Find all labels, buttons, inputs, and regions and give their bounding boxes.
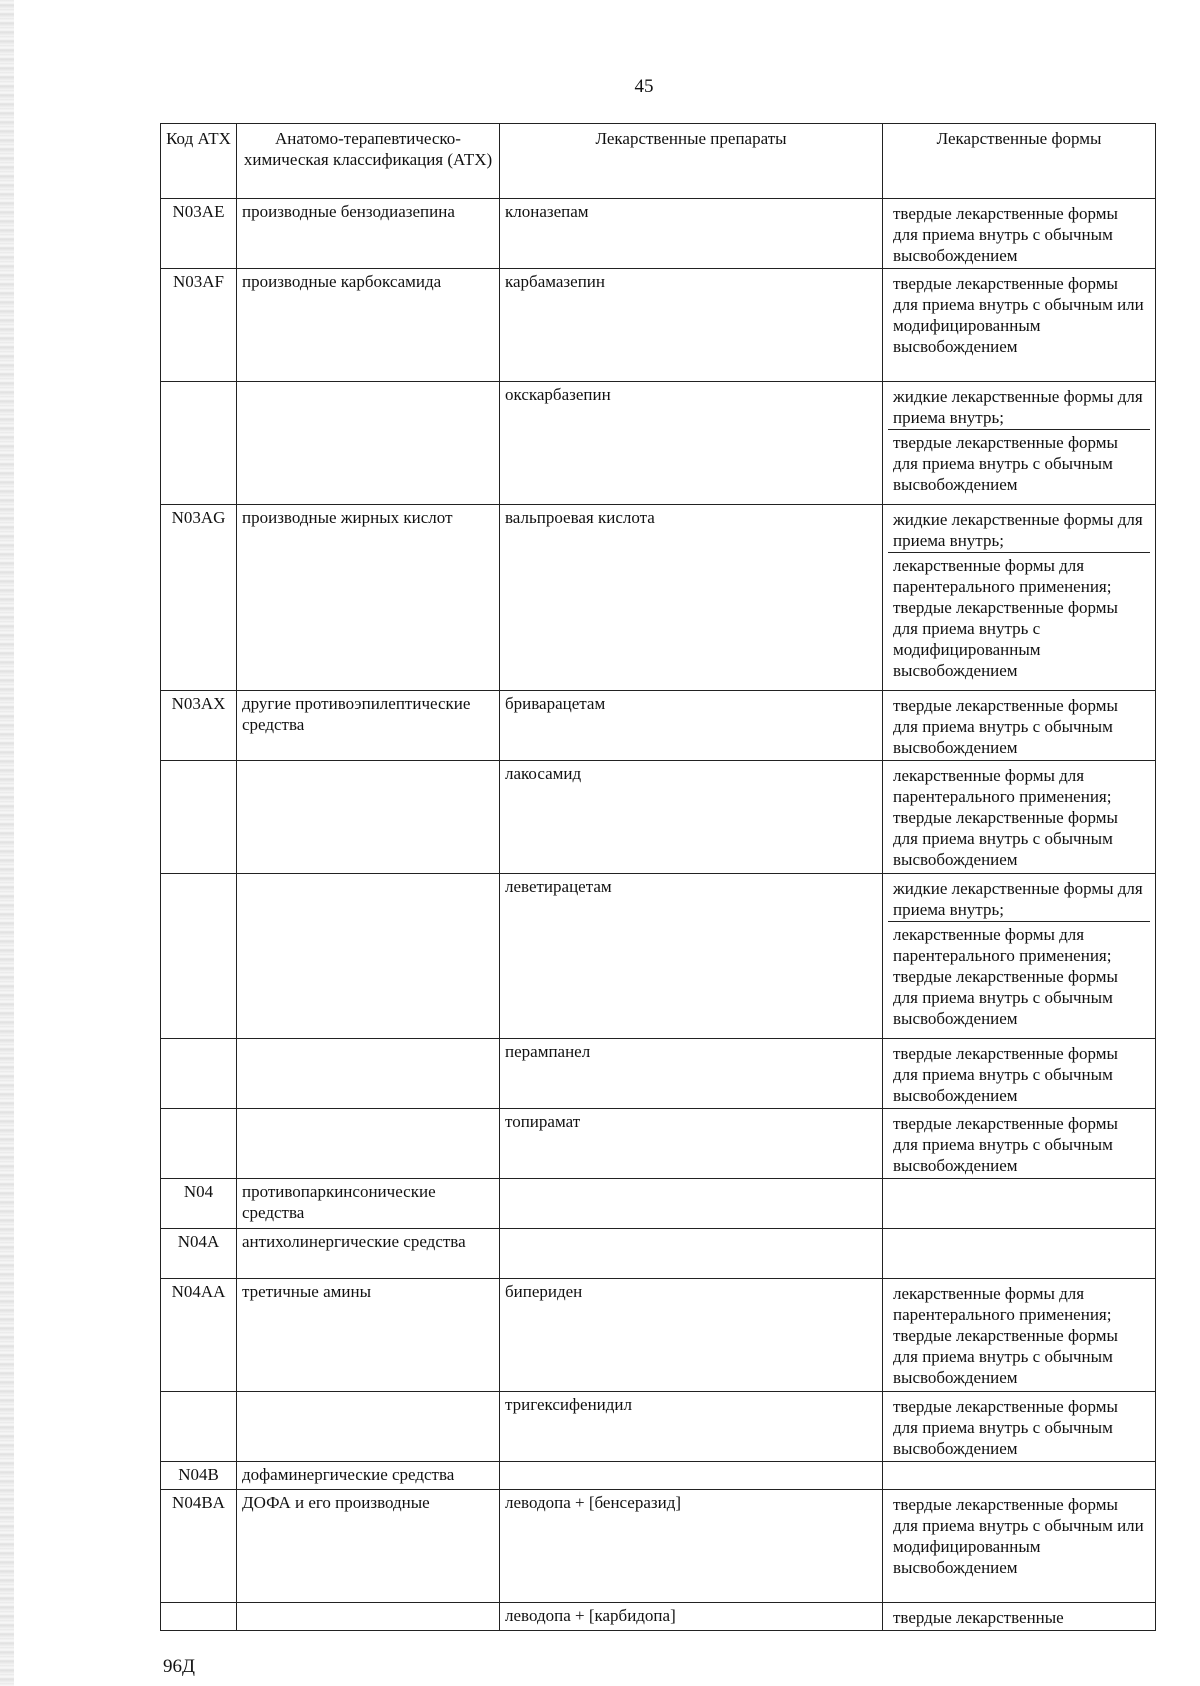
cell-drug: лакосамид bbox=[500, 761, 883, 874]
table-row bbox=[161, 1279, 1156, 1392]
cell-classification: производные бензодиазепина bbox=[237, 199, 500, 269]
cell-code bbox=[161, 1109, 237, 1179]
cell-classification: производные карбоксамида bbox=[237, 269, 500, 382]
form-item: твердые лекарственные формы для приема внутрь с обычным высвобождением bbox=[893, 1044, 1118, 1105]
header-row bbox=[161, 124, 1156, 199]
cell-forms bbox=[883, 1279, 1156, 1392]
table-row bbox=[161, 691, 1156, 761]
cell-forms bbox=[883, 1179, 1156, 1229]
cell-classification: третичные амины bbox=[237, 1279, 500, 1392]
cell-drug bbox=[500, 1229, 883, 1279]
cell-drug bbox=[500, 1179, 883, 1229]
cell-code: N03AF bbox=[161, 269, 237, 382]
table-row bbox=[161, 874, 1156, 1039]
page-number: 45 bbox=[634, 76, 654, 97]
cell-forms bbox=[883, 1603, 1156, 1631]
scan-edge bbox=[0, 0, 14, 1686]
cell-code: N04AA bbox=[161, 1279, 237, 1392]
form-item: твердые лекарственные формы для приема внутрь с обычным высвобождением bbox=[893, 1114, 1118, 1175]
cell-forms bbox=[883, 269, 1156, 382]
cell-drug: леводопа + [бенсеразид] bbox=[500, 1490, 883, 1603]
table-row bbox=[161, 269, 1156, 382]
form-item: лекарственные формы для парентерального применения; твердые лекарственные формы для приема внутрь с обычным высвобождением bbox=[893, 766, 1118, 869]
cell-code: N04B bbox=[161, 1462, 237, 1490]
form-item: твердые лекарственные формы для приема внутрь с обычным или модифицированным высвобождением bbox=[893, 1495, 1144, 1577]
cell-drug bbox=[500, 1462, 883, 1490]
cell-code bbox=[161, 1603, 237, 1631]
form-item: твердые лекарственные формы для приема внутрь с обычным высвобождением bbox=[893, 204, 1118, 265]
table-header bbox=[161, 124, 1156, 199]
cell-drug: окскарбазепин bbox=[500, 382, 883, 505]
cell-classification: противопаркинсонические средства bbox=[237, 1179, 500, 1229]
form-item: лекарственные формы для парентерального применения; твердые лекарственные формы для приема внутрь с модифицированным высвобождением bbox=[888, 552, 1150, 682]
header-code: Код АТХ bbox=[161, 124, 237, 199]
header-classification: Анатомо-терапевтическо-химическая классификация (АТХ) bbox=[237, 124, 500, 199]
cell-classification bbox=[237, 1109, 500, 1179]
table-row bbox=[161, 1603, 1156, 1631]
cell-code bbox=[161, 874, 237, 1039]
cell-drug: топирамат bbox=[500, 1109, 883, 1179]
form-item: жидкие лекарственные формы для приема внутрь; bbox=[893, 879, 1143, 919]
cell-drug: бипериден bbox=[500, 1279, 883, 1392]
cell-drug: леводопа + [карбидопа] bbox=[500, 1603, 883, 1631]
cell-drug: перампанел bbox=[500, 1039, 883, 1109]
cell-classification: производные жирных кислот bbox=[237, 505, 500, 691]
table-row bbox=[161, 761, 1156, 874]
form-item: твердые лекарственные формы для приема внутрь с обычным или модифицированным высвобождением bbox=[893, 274, 1144, 356]
cell-classification: другие противоэпилептические средства bbox=[237, 691, 500, 761]
cell-forms bbox=[883, 382, 1156, 505]
table-row bbox=[161, 1392, 1156, 1462]
form-item: лекарственные формы для парентерального применения; твердые лекарственные формы для приема внутрь с обычным высвобождением bbox=[888, 921, 1150, 1030]
cell-classification bbox=[237, 382, 500, 505]
table-row bbox=[161, 199, 1156, 269]
cell-code bbox=[161, 761, 237, 874]
form-item: твердые лекарственные формы для приема внутрь с обычным высвобождением bbox=[888, 429, 1150, 496]
cell-code: N04 bbox=[161, 1179, 237, 1229]
cell-code: N04A bbox=[161, 1229, 237, 1279]
table-row bbox=[161, 505, 1156, 691]
table-row bbox=[161, 1229, 1156, 1279]
cell-drug: карбамазепин bbox=[500, 269, 883, 382]
cell-forms bbox=[883, 1109, 1156, 1179]
cell-forms bbox=[883, 874, 1156, 1039]
form-item: твердые лекарственные bbox=[893, 1608, 1064, 1627]
cell-code: N03AX bbox=[161, 691, 237, 761]
table-row bbox=[161, 1179, 1156, 1229]
form-item: жидкие лекарственные формы для приема внутрь; bbox=[893, 387, 1143, 427]
cell-forms bbox=[883, 1039, 1156, 1109]
cell-classification: ДОФА и его производные bbox=[237, 1490, 500, 1603]
table-body bbox=[161, 199, 1156, 1631]
cell-classification bbox=[237, 1392, 500, 1462]
cell-drug: тригексифенидил bbox=[500, 1392, 883, 1462]
cell-forms bbox=[883, 1392, 1156, 1462]
cell-forms bbox=[883, 1462, 1156, 1490]
form-item: лекарственные формы для парентерального применения; твердые лекарственные формы для приема внутрь с обычным высвобождением bbox=[893, 1284, 1118, 1387]
table-row bbox=[161, 1462, 1156, 1490]
form-item: твердые лекарственные формы для приема внутрь с обычным высвобождением bbox=[893, 696, 1118, 757]
cell-drug: бриварацетам bbox=[500, 691, 883, 761]
cell-classification bbox=[237, 1039, 500, 1109]
cell-classification: антихолинергические средства bbox=[237, 1229, 500, 1279]
table-row bbox=[161, 1490, 1156, 1603]
cell-forms bbox=[883, 691, 1156, 761]
footer-code: 96Д bbox=[163, 1656, 195, 1677]
table-row bbox=[161, 1039, 1156, 1109]
cell-code: N04BA bbox=[161, 1490, 237, 1603]
cell-forms bbox=[883, 761, 1156, 874]
form-item: твердые лекарственные формы для приема внутрь с обычным высвобождением bbox=[893, 1397, 1118, 1458]
cell-classification bbox=[237, 761, 500, 874]
header-drugs: Лекарственные препараты bbox=[500, 124, 883, 199]
cell-code: N03AE bbox=[161, 199, 237, 269]
cell-code bbox=[161, 382, 237, 505]
cell-drug: вальпроевая кислота bbox=[500, 505, 883, 691]
cell-drug: леветирацетам bbox=[500, 874, 883, 1039]
table-row bbox=[161, 382, 1156, 505]
cell-forms bbox=[883, 1229, 1156, 1279]
header-forms: Лекарственные формы bbox=[883, 124, 1156, 199]
form-item: жидкие лекарственные формы для приема внутрь; bbox=[893, 510, 1143, 550]
cell-classification bbox=[237, 874, 500, 1039]
table-row bbox=[161, 1109, 1156, 1179]
cell-code bbox=[161, 1392, 237, 1462]
cell-code: N03AG bbox=[161, 505, 237, 691]
cell-code bbox=[161, 1039, 237, 1109]
atx-table bbox=[160, 123, 1156, 1631]
cell-classification: дофаминергические средства bbox=[237, 1462, 500, 1490]
cell-forms bbox=[883, 1490, 1156, 1603]
cell-classification bbox=[237, 1603, 500, 1631]
cell-drug: клоназепам bbox=[500, 199, 883, 269]
cell-forms bbox=[883, 505, 1156, 691]
cell-forms bbox=[883, 199, 1156, 269]
